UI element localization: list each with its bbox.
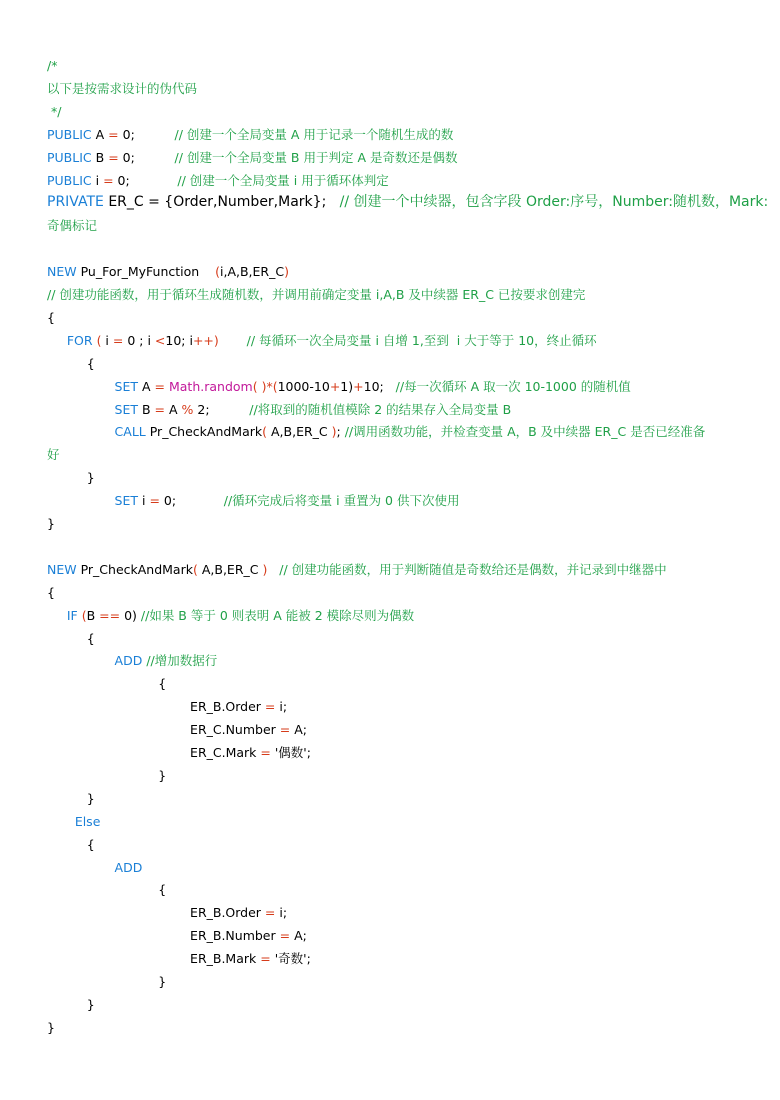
code-token: ER_B.Order bbox=[47, 905, 265, 921]
code-token: = bbox=[108, 126, 119, 142]
code-token: i; bbox=[275, 905, 288, 921]
code-token: + bbox=[329, 378, 341, 394]
code-token: { bbox=[47, 309, 55, 325]
code-token: '奇数'; bbox=[270, 951, 311, 967]
code-token: == bbox=[99, 607, 121, 623]
code-token: i bbox=[138, 493, 150, 509]
code-token: A bbox=[165, 401, 182, 417]
code-line bbox=[47, 169, 734, 192]
code-token: 0; bbox=[113, 172, 130, 188]
code-token: ++ bbox=[192, 332, 214, 348]
code-line bbox=[47, 856, 734, 879]
code-line bbox=[47, 466, 734, 489]
code-line bbox=[47, 398, 734, 421]
code-line bbox=[47, 924, 734, 947]
code-line bbox=[47, 581, 734, 604]
code-token: ER_B.Order bbox=[47, 699, 265, 715]
code-token: i bbox=[91, 172, 104, 188]
code-token: < bbox=[154, 332, 166, 348]
code-token: } bbox=[47, 996, 95, 1012]
code-line bbox=[47, 901, 734, 924]
code-token: // 创建一个全局变量 A 用于记录一个随机生成的数 bbox=[134, 126, 454, 142]
code-line bbox=[47, 649, 734, 672]
code-token: B bbox=[138, 401, 155, 417]
code-token: B bbox=[91, 149, 109, 165]
code-token: ) bbox=[284, 264, 289, 280]
code-line bbox=[47, 443, 734, 466]
code-token: ( bbox=[262, 424, 271, 440]
code-token: Pr_CheckAndMark bbox=[76, 561, 193, 577]
code-line bbox=[47, 672, 734, 695]
code-token: 0) bbox=[120, 607, 141, 623]
code-token: 10; i bbox=[165, 332, 193, 348]
code-token: ( )*( bbox=[252, 378, 278, 394]
code-line bbox=[47, 764, 734, 787]
code-token: // 创建功能函数，用于循环生成随机数，并调用前确定变量 i,A,B 及中续器 ER_C 已按要求创建完 bbox=[47, 287, 586, 302]
code-token: i,A,B,ER_C bbox=[220, 264, 285, 280]
code-line bbox=[47, 1016, 734, 1039]
code-token: // 创建一个全局变量 i 用于循环体判定 bbox=[129, 172, 389, 188]
code-token: = bbox=[154, 401, 166, 417]
code-line bbox=[47, 260, 734, 283]
code-line bbox=[47, 54, 734, 77]
code-line bbox=[47, 993, 734, 1016]
code-token: { bbox=[47, 882, 167, 898]
code-token: Math.random bbox=[168, 378, 253, 394]
code-token: ER_C.Mark bbox=[47, 745, 261, 760]
code-token: } bbox=[47, 974, 167, 989]
code-line bbox=[47, 214, 734, 237]
code-token: = bbox=[264, 905, 276, 921]
code-token: } bbox=[47, 767, 167, 783]
code-token: ; bbox=[336, 424, 345, 440]
code-token: = bbox=[112, 332, 124, 348]
code-token: } bbox=[47, 470, 95, 486]
code-token: //每一次循环 A 取一次 10-1000 的随机值 bbox=[383, 378, 631, 394]
code-line bbox=[47, 306, 734, 329]
code-token: //将取到的随机值模除 2 的结果存入全局变量 B bbox=[209, 401, 512, 417]
code-token: } bbox=[47, 516, 55, 531]
code-token: A,B,ER_C bbox=[271, 424, 332, 440]
code-token: // 每循环一次全局变量 i 自增 1,至到 i 大于等于 10，终止循环 bbox=[218, 332, 597, 348]
code-token: //循环完成后将变量 i 重置为 0 供下次使用 bbox=[176, 493, 460, 509]
code-token: ( bbox=[199, 264, 220, 280]
code-token: FOR bbox=[47, 332, 93, 348]
code-token: ER_B.Mark bbox=[47, 951, 261, 967]
code-token: 1000-10 bbox=[277, 378, 330, 394]
code-token: 2; bbox=[193, 401, 210, 417]
code-token: = bbox=[279, 722, 291, 738]
code-token: B bbox=[86, 607, 100, 623]
code-token: PUBLIC bbox=[47, 126, 92, 142]
code-token: ER_B.Number bbox=[47, 928, 280, 944]
code-token: ) bbox=[213, 332, 219, 348]
code-token: //如果 B 等于 0 则表明 A 能被 2 模除尽则为偶数 bbox=[140, 607, 415, 623]
code-token: 1) bbox=[340, 378, 354, 394]
code-token: A; bbox=[290, 722, 307, 738]
code-line bbox=[47, 283, 734, 306]
code-token: % bbox=[181, 401, 194, 417]
code-token: = bbox=[260, 745, 271, 760]
code-line bbox=[47, 329, 734, 352]
code-token: // 创建功能函数，用于判断随值是奇数给还是偶数，并记录到中继器中 bbox=[267, 561, 667, 577]
code-token: { bbox=[47, 676, 167, 692]
code-line bbox=[47, 512, 734, 535]
code-token: { bbox=[47, 355, 95, 371]
code-line bbox=[47, 420, 734, 443]
code-token: '偶数'; bbox=[270, 745, 311, 760]
code-token: 0; bbox=[118, 126, 135, 142]
code-line bbox=[47, 718, 734, 741]
code-token: 好 bbox=[47, 447, 60, 463]
code-token: 0; bbox=[118, 149, 135, 165]
code-token: CALL bbox=[47, 424, 146, 440]
code-token: ) bbox=[262, 561, 268, 577]
code-token: ADD bbox=[47, 653, 143, 669]
code-line bbox=[47, 123, 734, 146]
code-line bbox=[47, 191, 769, 214]
code-token: A bbox=[91, 126, 109, 142]
code-token: i bbox=[105, 332, 113, 348]
code-token: = bbox=[103, 172, 114, 188]
code-token: NEW bbox=[47, 264, 77, 280]
code-line bbox=[47, 352, 734, 375]
code-token: PUBLIC bbox=[47, 149, 92, 165]
code-token: = bbox=[154, 378, 165, 394]
code-token: SET bbox=[47, 493, 139, 509]
code-token: 0 ; i bbox=[123, 332, 155, 348]
code-token: Pu_For_MyFunction bbox=[76, 264, 200, 280]
code-token: { bbox=[47, 584, 55, 600]
code-token: /* bbox=[47, 58, 58, 73]
code-line bbox=[47, 558, 734, 581]
code-token: NEW bbox=[47, 561, 77, 577]
code-token: 10; bbox=[363, 378, 384, 394]
code-line bbox=[47, 375, 734, 398]
code-token: = bbox=[260, 951, 271, 967]
code-token: PRIVATE bbox=[47, 194, 104, 211]
code-line bbox=[47, 833, 734, 856]
code-token: A bbox=[138, 378, 155, 394]
code-token: //增加数据行 bbox=[142, 653, 218, 669]
code-token: // 创建一个中续器，包含字段 Order:序号，Number:随机数，Mark: bbox=[326, 194, 769, 211]
code-token: */ bbox=[47, 103, 62, 119]
code-line bbox=[47, 947, 734, 970]
code-token: i; bbox=[275, 699, 288, 715]
code-token: = bbox=[149, 493, 160, 509]
code-line bbox=[47, 535, 734, 558]
code-token: SET bbox=[47, 378, 139, 394]
code-token: = bbox=[279, 928, 291, 944]
code-token: Else bbox=[47, 813, 101, 829]
code-line bbox=[47, 627, 734, 650]
code-token: A,B,ER_C bbox=[201, 561, 263, 577]
code-line bbox=[47, 237, 734, 260]
code-token: { bbox=[47, 836, 95, 852]
code-token: + bbox=[353, 378, 364, 394]
code-line bbox=[47, 489, 734, 512]
code-token: { bbox=[47, 630, 95, 646]
code-token: } bbox=[47, 790, 95, 806]
code-token: ( bbox=[77, 607, 87, 623]
code-token: ( bbox=[192, 561, 202, 577]
code-token: ) bbox=[331, 424, 337, 440]
code-token: } bbox=[47, 1019, 55, 1035]
code-line bbox=[47, 787, 734, 810]
code-token: ER_C = {Order,Number,Mark}; bbox=[103, 194, 327, 211]
code-line bbox=[47, 695, 734, 718]
code-token: ADD bbox=[47, 859, 143, 875]
code-token: ( bbox=[92, 332, 106, 348]
code-line bbox=[47, 810, 734, 833]
code-line bbox=[47, 970, 734, 993]
code-line bbox=[47, 604, 734, 627]
code-token: 0; bbox=[159, 493, 177, 509]
code-token: ER_C.Number bbox=[47, 722, 280, 738]
code-token: //调用函数功能，并检查变量 A，B 及中续器 ER_C 是否已经准备 bbox=[344, 424, 706, 440]
code-token: = bbox=[108, 149, 119, 165]
code-line bbox=[47, 100, 734, 123]
code-token: 以下是按需求设计的伪代码 bbox=[47, 80, 198, 96]
code-token: IF bbox=[47, 607, 78, 623]
code-line bbox=[47, 77, 734, 100]
code-line bbox=[47, 146, 734, 169]
code-token: A; bbox=[290, 928, 307, 944]
code-line bbox=[47, 741, 734, 764]
code-token: PUBLIC bbox=[47, 172, 92, 188]
code-token: = bbox=[264, 699, 276, 715]
code-line bbox=[47, 878, 734, 901]
code-token: Pr_CheckAndMark bbox=[145, 424, 263, 440]
code-token: 奇偶标记 bbox=[47, 218, 98, 234]
code-token: // 创建一个全局变量 B 用于判定 A 是奇数还是偶数 bbox=[134, 149, 458, 165]
code-token: SET bbox=[47, 401, 139, 417]
